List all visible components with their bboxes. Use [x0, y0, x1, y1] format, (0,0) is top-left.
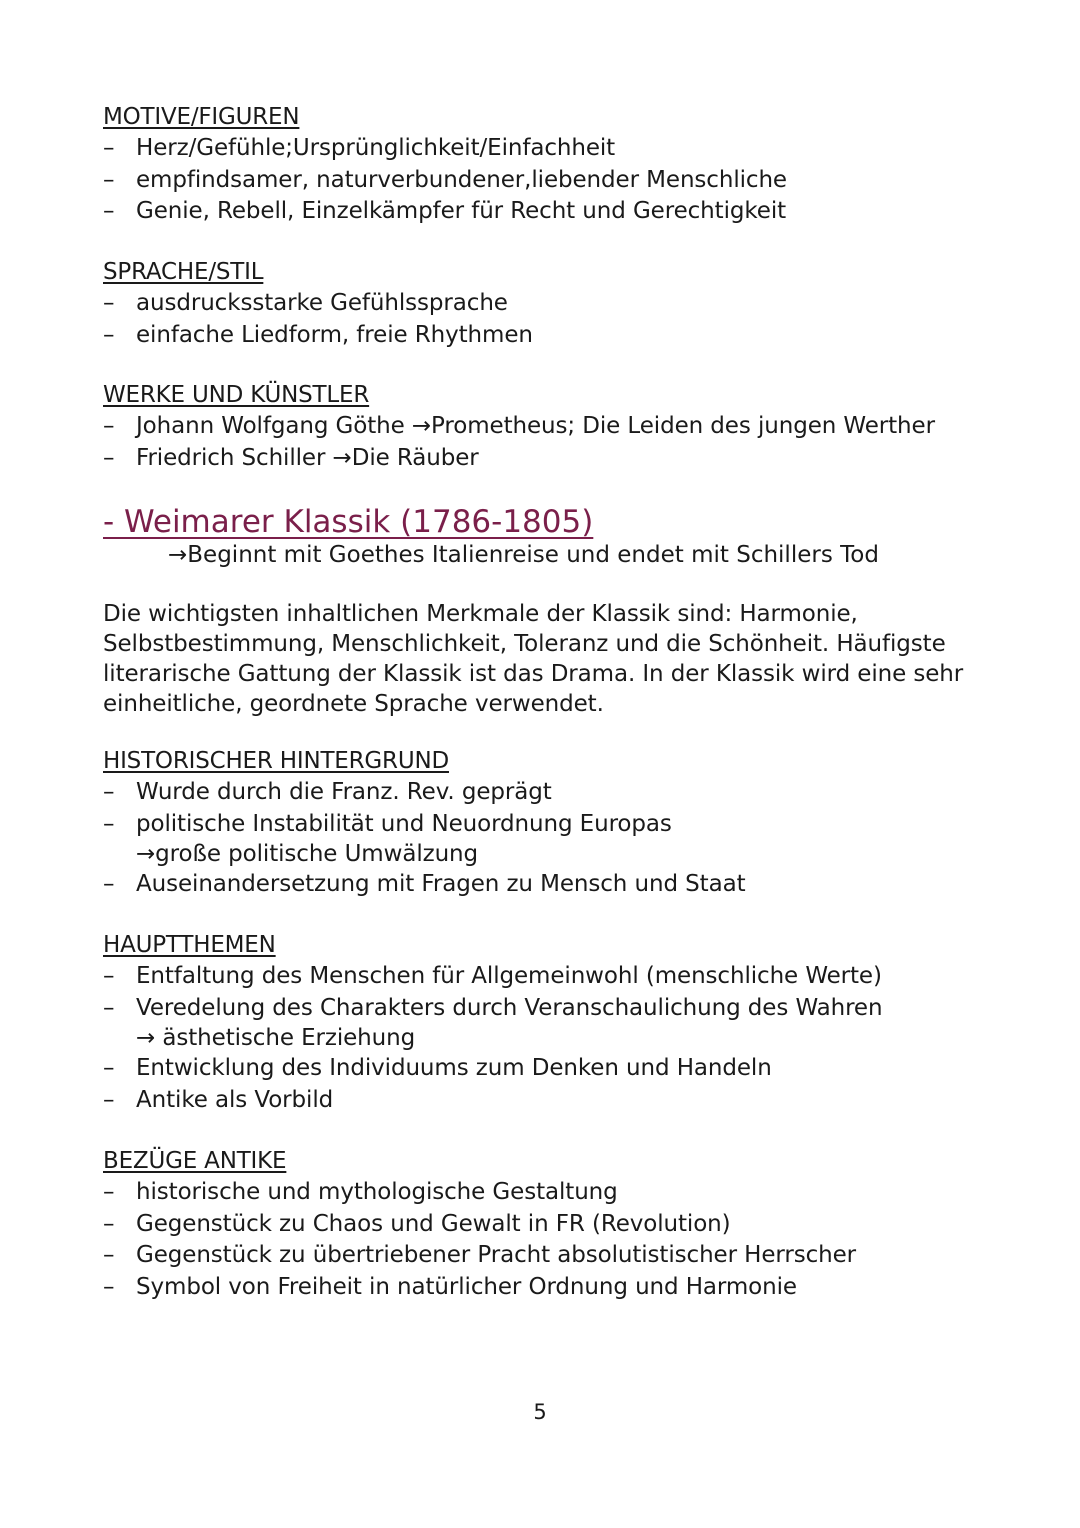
list-item: – Antike als Vorbild [103, 1086, 334, 1113]
section-heading: HAUPTTHEMEN [103, 932, 276, 958]
list-item: – politische Instabilität und Neuordnung Europas [103, 810, 672, 837]
list-item: – Gegenstück zu übertriebener Pracht absolutistischer Herrscher [103, 1242, 857, 1268]
list-item: – historische und mythologische Gestaltung [103, 1179, 618, 1205]
paragraph-line: Selbstbestimmung, Menschlichkeit, Toleranz und die Schönheit. Häufigste [103, 631, 946, 657]
section-heading: BEZÜGE ANTIKE [103, 1148, 287, 1174]
bullet-list [103, 288, 533, 351]
intro-paragraph [103, 599, 983, 719]
chapter-subtitle: →Beginnt mit Goethes Italienreise und endet mit Schillers Tod [168, 542, 879, 568]
list-item: – Gegenstück zu Chaos und Gewalt in FR (Revolution) [103, 1210, 731, 1237]
section-heading: WERKE UND KÜNSTLER [103, 382, 370, 408]
list-item: – Wurde durch die Franz. Rev. geprägt [103, 779, 552, 805]
paragraph-line: literarische Gattung der Klassik ist das Drama. In der Klassik wird eine sehr [103, 661, 964, 687]
paragraph-line: Die wichtigsten inhaltlichen Merkmale der Klassik sind: Harmonie, [103, 601, 858, 627]
section-heading: MOTIVE/FIGUREN [103, 104, 300, 130]
section-motive-figuren [103, 103, 787, 228]
list-subitem: → ästhetische Erziehung [136, 1025, 416, 1051]
section-historischer-hintergrund [103, 747, 746, 901]
list-item: – Johann Wolfgang Göthe →Prometheus; Die Leiden des jungen Werther [103, 413, 935, 439]
list-subitem: →große politische Umwälzung [136, 841, 479, 867]
list-item: – Entwicklung des Individuums zum Denken und Handeln [103, 1055, 772, 1081]
list-item: – empfindsamer, naturverbundener,liebender Menschliche [103, 166, 787, 193]
section-werke-kuenstler [103, 381, 935, 474]
section-sprache-stil [103, 258, 533, 351]
list-item: – Friedrich Schiller →Die Räuber [103, 444, 479, 471]
list-item: – ausdrucksstarke Gefühlssprache [103, 290, 508, 316]
section-heading: SPRACHE/STIL [103, 259, 264, 285]
list-item: – Symbol von Freiheit in natürlicher Ordnung und Harmonie [103, 1273, 797, 1300]
bullet-list [103, 133, 787, 228]
list-item: – Auseinandersetzung mit Fragen zu Mensch und Staat [103, 871, 746, 897]
page-number: 5 [533, 1400, 547, 1424]
section-bezuege-antike [103, 1147, 856, 1303]
section-heading: HISTORISCHER HINTERGRUND [103, 748, 449, 774]
section-hauptthemen [103, 931, 882, 1116]
bullet-list [103, 961, 882, 1116]
bullet-list [103, 777, 746, 901]
bullet-list [103, 411, 935, 474]
bullet-list [103, 1177, 856, 1303]
list-item: – Veredelung des Charakters durch Veranschaulichung des Wahren [103, 994, 883, 1021]
list-item: – einfache Liedform, freie Rhythmen [103, 321, 533, 348]
paragraph-line: einheitliche, geordnete Sprache verwendet. [103, 691, 604, 717]
list-item: – Entfaltung des Menschen für Allgemeinwohl (menschliche Werte) [103, 963, 882, 989]
chapter-title: - Weimarer Klassik (1786-1805) [103, 504, 594, 540]
list-item: – Herz/Gefühle;Ursprünglichkeit/Einfachheit [103, 135, 616, 161]
list-item: – Genie, Rebell, Einzelkämpfer für Recht und Gerechtigkeit [103, 198, 787, 224]
